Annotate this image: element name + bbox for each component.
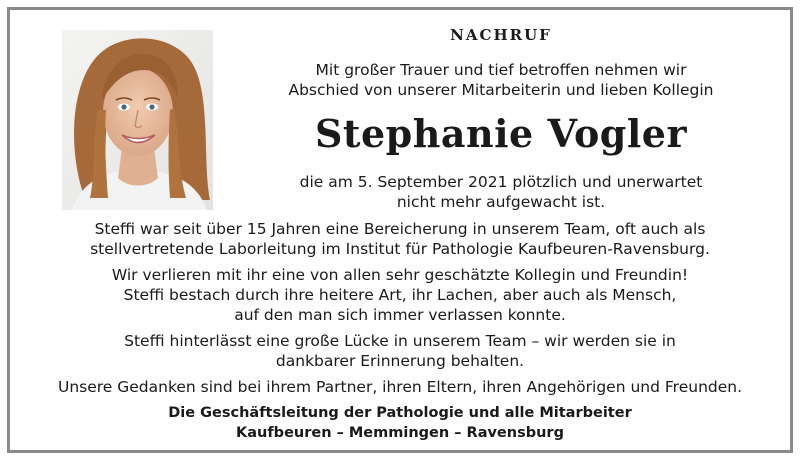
obituary-heading: NACHRUF [450,26,552,44]
portrait-photo [62,30,213,210]
intro-line: Abschied von unserer Mitarbeiterin und lieben Kollegin [288,81,714,99]
paragraph [30,331,770,371]
paragraph-line: stellvertretende Laborleitung im Institut für Pathologie Kaufbeuren-Ravensburg. [90,240,710,258]
paragraph [30,377,770,397]
intro-text [222,60,780,100]
paragraph-line: dankbarer Erinnerung behalten. [275,352,525,370]
death-line: die am 5. September 2021 plötzlich und unerwartet [299,173,703,191]
death-line: nicht mehr aufgewacht ist. [396,193,606,211]
obituary-body [30,219,770,403]
paragraph-line: Steffi war seit über 15 Jahren eine Bereicherung in unserem Team, oft auch als [94,220,706,238]
intro-line: Mit großer Trauer und tief betroffen nehmen wir [315,61,687,79]
paragraph-line: auf den man sich immer verlassen konnte. [234,306,566,324]
paragraph [30,219,770,259]
paragraph-line: Unsere Gedanken sind bei ihrem Partner, ihren Eltern, ihren Angehörigen und Freunden. [57,378,743,396]
paragraph-line: Wir verlieren mit ihr eine von allen sehr geschätzte Kollegin und Freundin! [111,266,689,284]
signature-line: Die Geschäftsleitung der Pathologie und alle Mitarbeiter [168,405,632,421]
signature-block [30,403,770,443]
death-notice [222,172,780,212]
obituary-frame [7,7,793,453]
paragraph-line: Steffi bestach durch ihre heitere Art, ihr Lachen, aber auch als Mensch, [123,286,677,304]
signature-line: Kaufbeuren – Memmingen – Ravensburg [236,425,564,441]
paragraph-line: Steffi hinterlässt eine große Lücke in unserem Team – wir werden sie in [124,332,676,350]
deceased-name: Stephanie Vogler [314,111,687,156]
paragraph [30,265,770,325]
